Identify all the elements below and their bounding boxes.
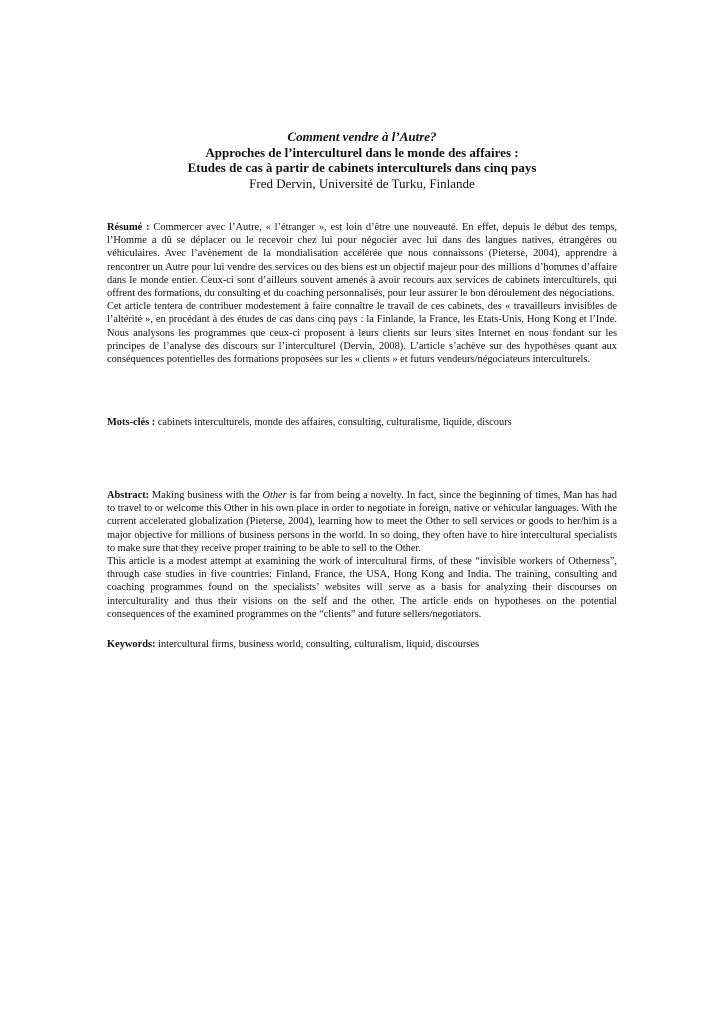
- paper-subtitle-line2: Etudes de cas à partir de cabinets interculturels dans cinq pays: [187, 160, 537, 175]
- title-block: [100, 129, 624, 191]
- resume-paragraph-1: [107, 221, 617, 300]
- abstract-text-start: Making business with the: [149, 490, 263, 501]
- resume-text-1: Commercer avec l’Autre, « l’étranger », est loin d’être une nouveauté. En effet, depuis le début des temps, l’Homme a dû se déplacer ou le recevoir chez lui pour négocier avec lui dans des langues natives, étrangères ou véhiculaires. Avec l’avènement de la mondialisation accélérée que nous connaissons (Pieterse, 2004), apprendre à rencontrer un Autre pour lui vendre des services ou des biens est un objectif majeur pour des millions d’hommes d’affaire dans le monde entier. Ceux-ci sont d’ailleurs souvent amenés à avoir recours aux services de cabinets interculturels, qui offrent des formations, du consulting et du coaching personnalisés, pour leur assurer le bon déroulement des négociations.: [107, 222, 617, 300]
- keywords-label: Keywords:: [107, 639, 156, 650]
- author-affiliation: Fred Dervin, Université de Turku, Finlande: [249, 175, 475, 191]
- paper-subtitle-line1: Approches de l’interculturel dans le monde des affaires :: [205, 144, 519, 160]
- abstract-section: [107, 489, 617, 621]
- abstract-text-rest: is far from being a novelty. In fact, since the beginning of times, Man has had to travel to or welcome this Other in his own place in order to negotiate in foreign, native or vehicular languages. With the current accelerated globalization (Pieterse, 2004), learning how to meet the Other to sell services or goods to her/him is a major objective for millions of business persons in the world. In so doing, they often have to hire intercultural specialists to make sure that they receive proper training to be able to sell to the Other.: [107, 490, 617, 554]
- abstract-italic-other: Other: [262, 490, 287, 501]
- paper-title: Comment vendre à l’Autre?: [287, 129, 437, 144]
- mots-cles-label: Mots-clés :: [107, 417, 156, 428]
- keywords-line: [107, 638, 617, 651]
- resume-section: [107, 221, 617, 366]
- keywords-text: intercultural firms, business world, consulting, culturalism, liquid, discourses: [155, 639, 479, 650]
- abstract-paragraph-2: This article is a modest attempt at examining the work of intercultural firms, of these “invisible workers of Otherness”, through case studies in five countries: Finland, France, the USA, Hong Kong and India. The training, consulting and coaching programmes found on the specialists’ websites will serve as a basis for analyzing their discourses on interculturality and thus their visions on the self and the other. The article ends on hypotheses on the potential consequences of the examined programmes on the “clients” and future sellers/negotiators.: [107, 556, 617, 620]
- abstract-paragraph-1: [107, 489, 617, 555]
- mots-cles-line: [107, 416, 617, 429]
- mots-cles-text: cabinets interculturels, monde des affaires, consulting, culturalisme, liquide, discours: [155, 417, 512, 428]
- keywords-section: [107, 638, 617, 651]
- mots-cles-section: [107, 416, 617, 429]
- resume-paragraph-2: Cet article tentera de contribuer modestement à faire connaître le travail de ces cabinets, des « travailleurs invisibles de l’altérité », en procédant à des études de cas dans cinq pays : la Finlande, la France, les Etats-Unis, Hong Kong et l’Inde. Nous analysons les programmes que ceux-ci proposent à leurs clients sur leurs sites Internet en nous fondant sur les principes de l’analyse des discours sur l’interculturel (Dervin, 2008). L’article s’achève sur des hypothèses quant aux conséquences potentielles des formations proposées sur les « clients » et futurs vendeurs/négociateurs interculturels.: [107, 301, 617, 366]
- resume-label: Résumé :: [107, 222, 150, 233]
- abstract-label: Abstract:: [107, 490, 150, 501]
